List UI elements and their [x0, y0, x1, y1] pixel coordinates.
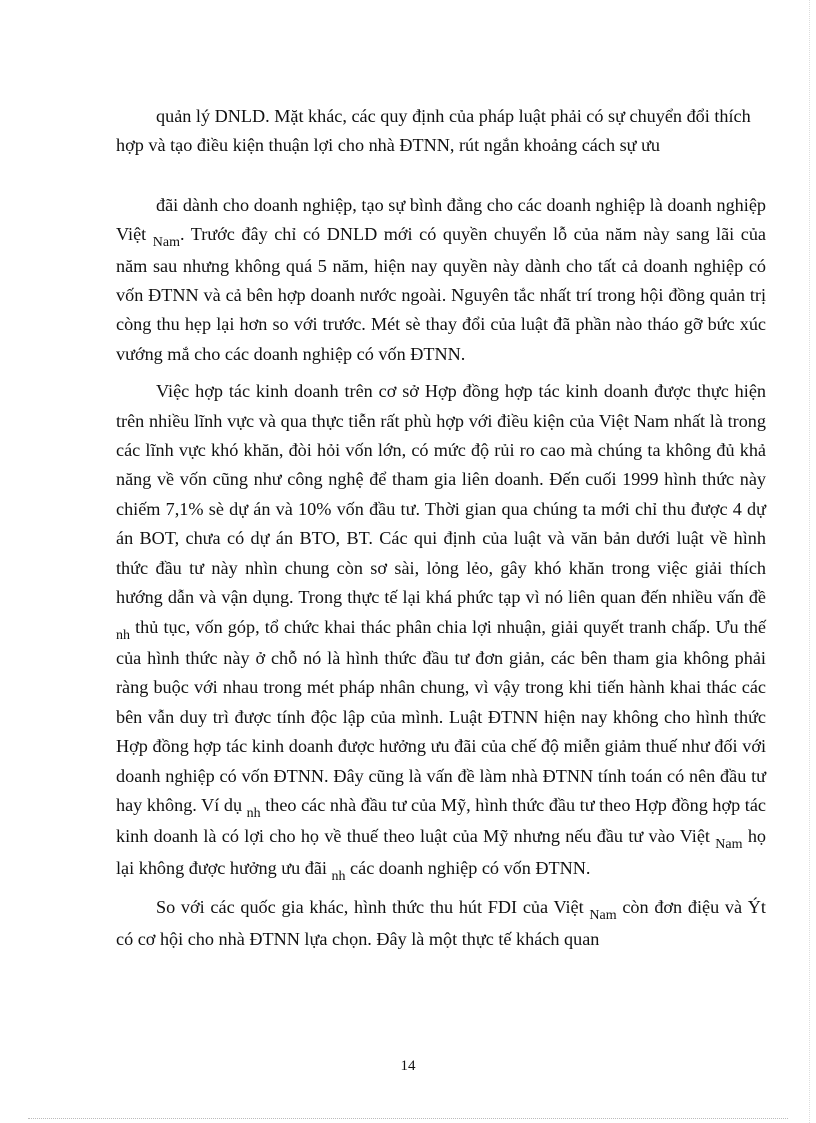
text-run: Việc hợp tác kinh doanh trên cơ sở Hợp đồng hợp tác kinh doanh được thực hiện trên nhiều lĩnh vực và qua thực tiễn rất phù hợp với điều kiện của Việt Nam nhất là trong các lĩnh vực khó khăn, đòi hỏi vốn lớn, có mức độ rủi ro cao mà chúng ta không đủ khả năng về vốn cũng như công nghệ để tham gia liên doanh. Đến cuối 1999 hình thức này chiếm 7,1% sè dự án và 10% vốn đầu tư. Thời gian qua chúng ta mới chỉ thu được 4 dự án BOT, chưa có dự án BTO, BT. Các qui định của luật và văn bản dưới luật về hình thức đầu tư này nhìn chung còn sơ sài, lỏng lẻo, gây khó khăn trong việc giải thích hướng dẫn và vận dụng. Trong thực tế lại khá phức tạp vì nó liên quan đến nhiều vấn đề: [116, 381, 766, 608]
text-run: còn đơn điệu và Ýt có cơ hội cho nhà ĐTNN lựa chọn. Đây là một thực tế khách quan: [116, 897, 766, 949]
text-run: . Trước đây chỉ có DNLD mới có quyền chuyển lỗ của năm này sang lãi của năm sau nhưng không quá 5 năm, hiện nay quyền này dành cho tất cả doanh nghiệp có vốn ĐTNN và cả bên hợp doanh nước ngoài. Nguyên tắc nhất trí trong hội đồng quản trị còng thu hẹp lại hơn so với trước. Mét sè thay đổi của luật đã phần nào tháo gỡ bức xúc vướng mắ cho các doanh nghiệp có vốn ĐTNN.: [116, 224, 766, 364]
subscript-run: Nam: [715, 837, 743, 853]
page-number: 14: [400, 1058, 416, 1074]
paragraph: [116, 102, 766, 161]
subscript-run: Nam: [152, 235, 180, 251]
page-bottom-divider: [28, 1118, 788, 1119]
text-run: So với các quốc gia khác, hình thức thu hút FDI của Việt: [156, 897, 590, 918]
text-run: đãi dành cho doanh nghiệp, tạo sự bình đẳng cho các doanh nghiệp là doanh nghiệp Việt: [116, 194, 766, 245]
text-run: quản lý DNLD. Mặt khác, các quy định của pháp luật phải có sự chuyển đổi thích hợp và tạo điều kiện thuận lợi cho nhà ĐTNN, rút ngắn khoảng cách sự ưu: [116, 106, 751, 156]
text-run: thủ tục, vốn góp, tổ chức khai thác phân chia lợi nhuận, giải quyết tranh chấp. Ưu thế của hình thức này ở chỗ nó là hình thức đầu tư đơn giản, các bên tham gia không phải ràng buộc với nhau trong mét pháp nhân chung, vì vậy trong khi tiến hành khai thác các bên vẫn duy trì được tính độc lập của mình. Luật ĐTNN hiện nay không cho hình thức Hợp đồng hợp tác kinh doanh được hưởng ưu đãi của chế độ miễn giảm thuế như đối với doanh nghiệp có vốn ĐTNN. Đây cũng là vấn đề làm nhà ĐTNN tính toán có nên đầu tư hay không. Ví dụ: [116, 616, 766, 815]
text-run: họ lại không được hưởng ưu đãi: [116, 826, 767, 878]
text-run: theo các nhà đầu tư của Mỹ, hình thức đầu tư theo Hợp đồng hợp tác kinh doanh là có lợi cho họ về thuế theo luật của Mỹ nhưng nếu đầu tư vào Việt: [116, 794, 766, 847]
page-right-divider: [809, 0, 810, 1123]
subscript-run: nh: [246, 805, 261, 821]
subscript-run: nh: [331, 868, 346, 884]
subscript-run: nh: [116, 627, 130, 643]
subscript-run: Nam: [589, 908, 617, 924]
paragraph: [116, 191, 766, 369]
paragraph: [116, 377, 766, 885]
paragraph: [116, 893, 766, 954]
document-body: [116, 102, 766, 954]
text-run: các doanh nghiệp có vốn ĐTNN.: [345, 857, 591, 878]
